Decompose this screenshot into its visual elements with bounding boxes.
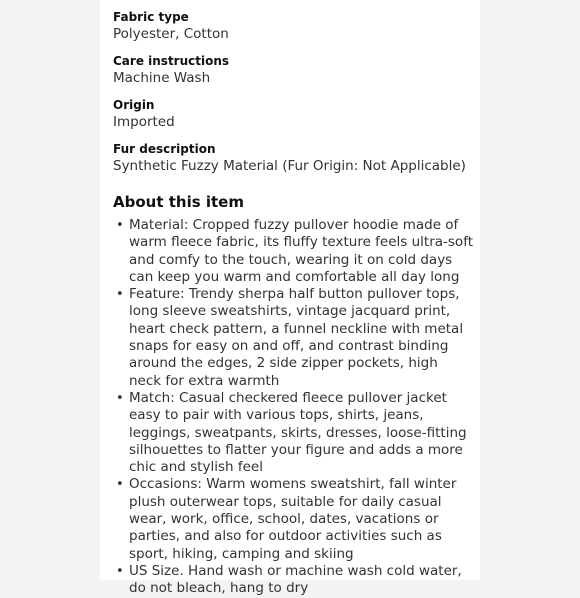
product-details-panel xyxy=(100,0,480,597)
detail-value: Polyester, Cotton xyxy=(113,26,229,42)
about-bullet-text: Match: Casual checkered fleece pullover jacket easy to pair with various tops, shirts, jeans, leggings, sweatpants, skirts, dresses, loose-fitting silhouettes to flatter your figure and adds a more chic and stylish feel xyxy=(129,389,467,476)
detail-value: Imported xyxy=(113,114,175,130)
about-bullet-text: Material: Cropped fuzzy pullover hoodie made of warm fleece fabric, its fluffy texture feels ultra-soft and comfy to the touch, wearing it on cold days can keep you warm and comfortable all day long xyxy=(129,217,473,285)
about-bullet xyxy=(113,217,473,286)
about-bullet-text: Feature: Trendy sherpa half button pullover tops, long sleeve sweatshirts, vintage jacquard print, heart check pattern, a funnel neckline with metal snaps for easy on and off, and contrast binding around the edges, 2 side zipper pockets, high neck for extra warmth xyxy=(129,286,464,389)
detail-fabric-type xyxy=(113,10,473,43)
about-bullet xyxy=(113,563,473,598)
detail-value: Machine Wash xyxy=(113,70,211,86)
detail-fur-description xyxy=(113,142,473,175)
about-bullet xyxy=(113,390,473,476)
bullet-dot-icon: • xyxy=(116,287,124,303)
about-bullet xyxy=(113,476,473,562)
detail-value: Synthetic Fuzzy Material (Fur Origin: Not Applicable) xyxy=(113,158,466,174)
detail-care-instructions xyxy=(113,54,473,87)
detail-label: Fabric type xyxy=(113,10,189,24)
about-section-title: About this item xyxy=(113,193,244,211)
bullet-dot-icon: • xyxy=(116,390,124,406)
product-details-content xyxy=(113,10,473,598)
about-bullet-list xyxy=(113,217,473,598)
detail-origin xyxy=(113,98,473,131)
about-bullet xyxy=(113,286,473,390)
detail-label: Care instructions xyxy=(113,54,230,68)
bullet-dot-icon: • xyxy=(116,218,124,233)
detail-label: Origin xyxy=(113,98,155,112)
about-bullet-text: US Size. Hand wash or machine wash cold water, do not bleach, hang to dry xyxy=(129,562,462,597)
bullet-dot-icon: • xyxy=(116,477,124,493)
detail-label: Fur description xyxy=(113,142,216,156)
bullet-dot-icon: • xyxy=(116,563,124,579)
about-bullet-text: Occasions: Warm womens sweatshirt, fall winter plush outerwear tops, suitable for daily casual wear, work, office, school, dates, vacations or parties, and also for outdoor activities such as sport, hiking, camping and skiing xyxy=(129,476,457,562)
